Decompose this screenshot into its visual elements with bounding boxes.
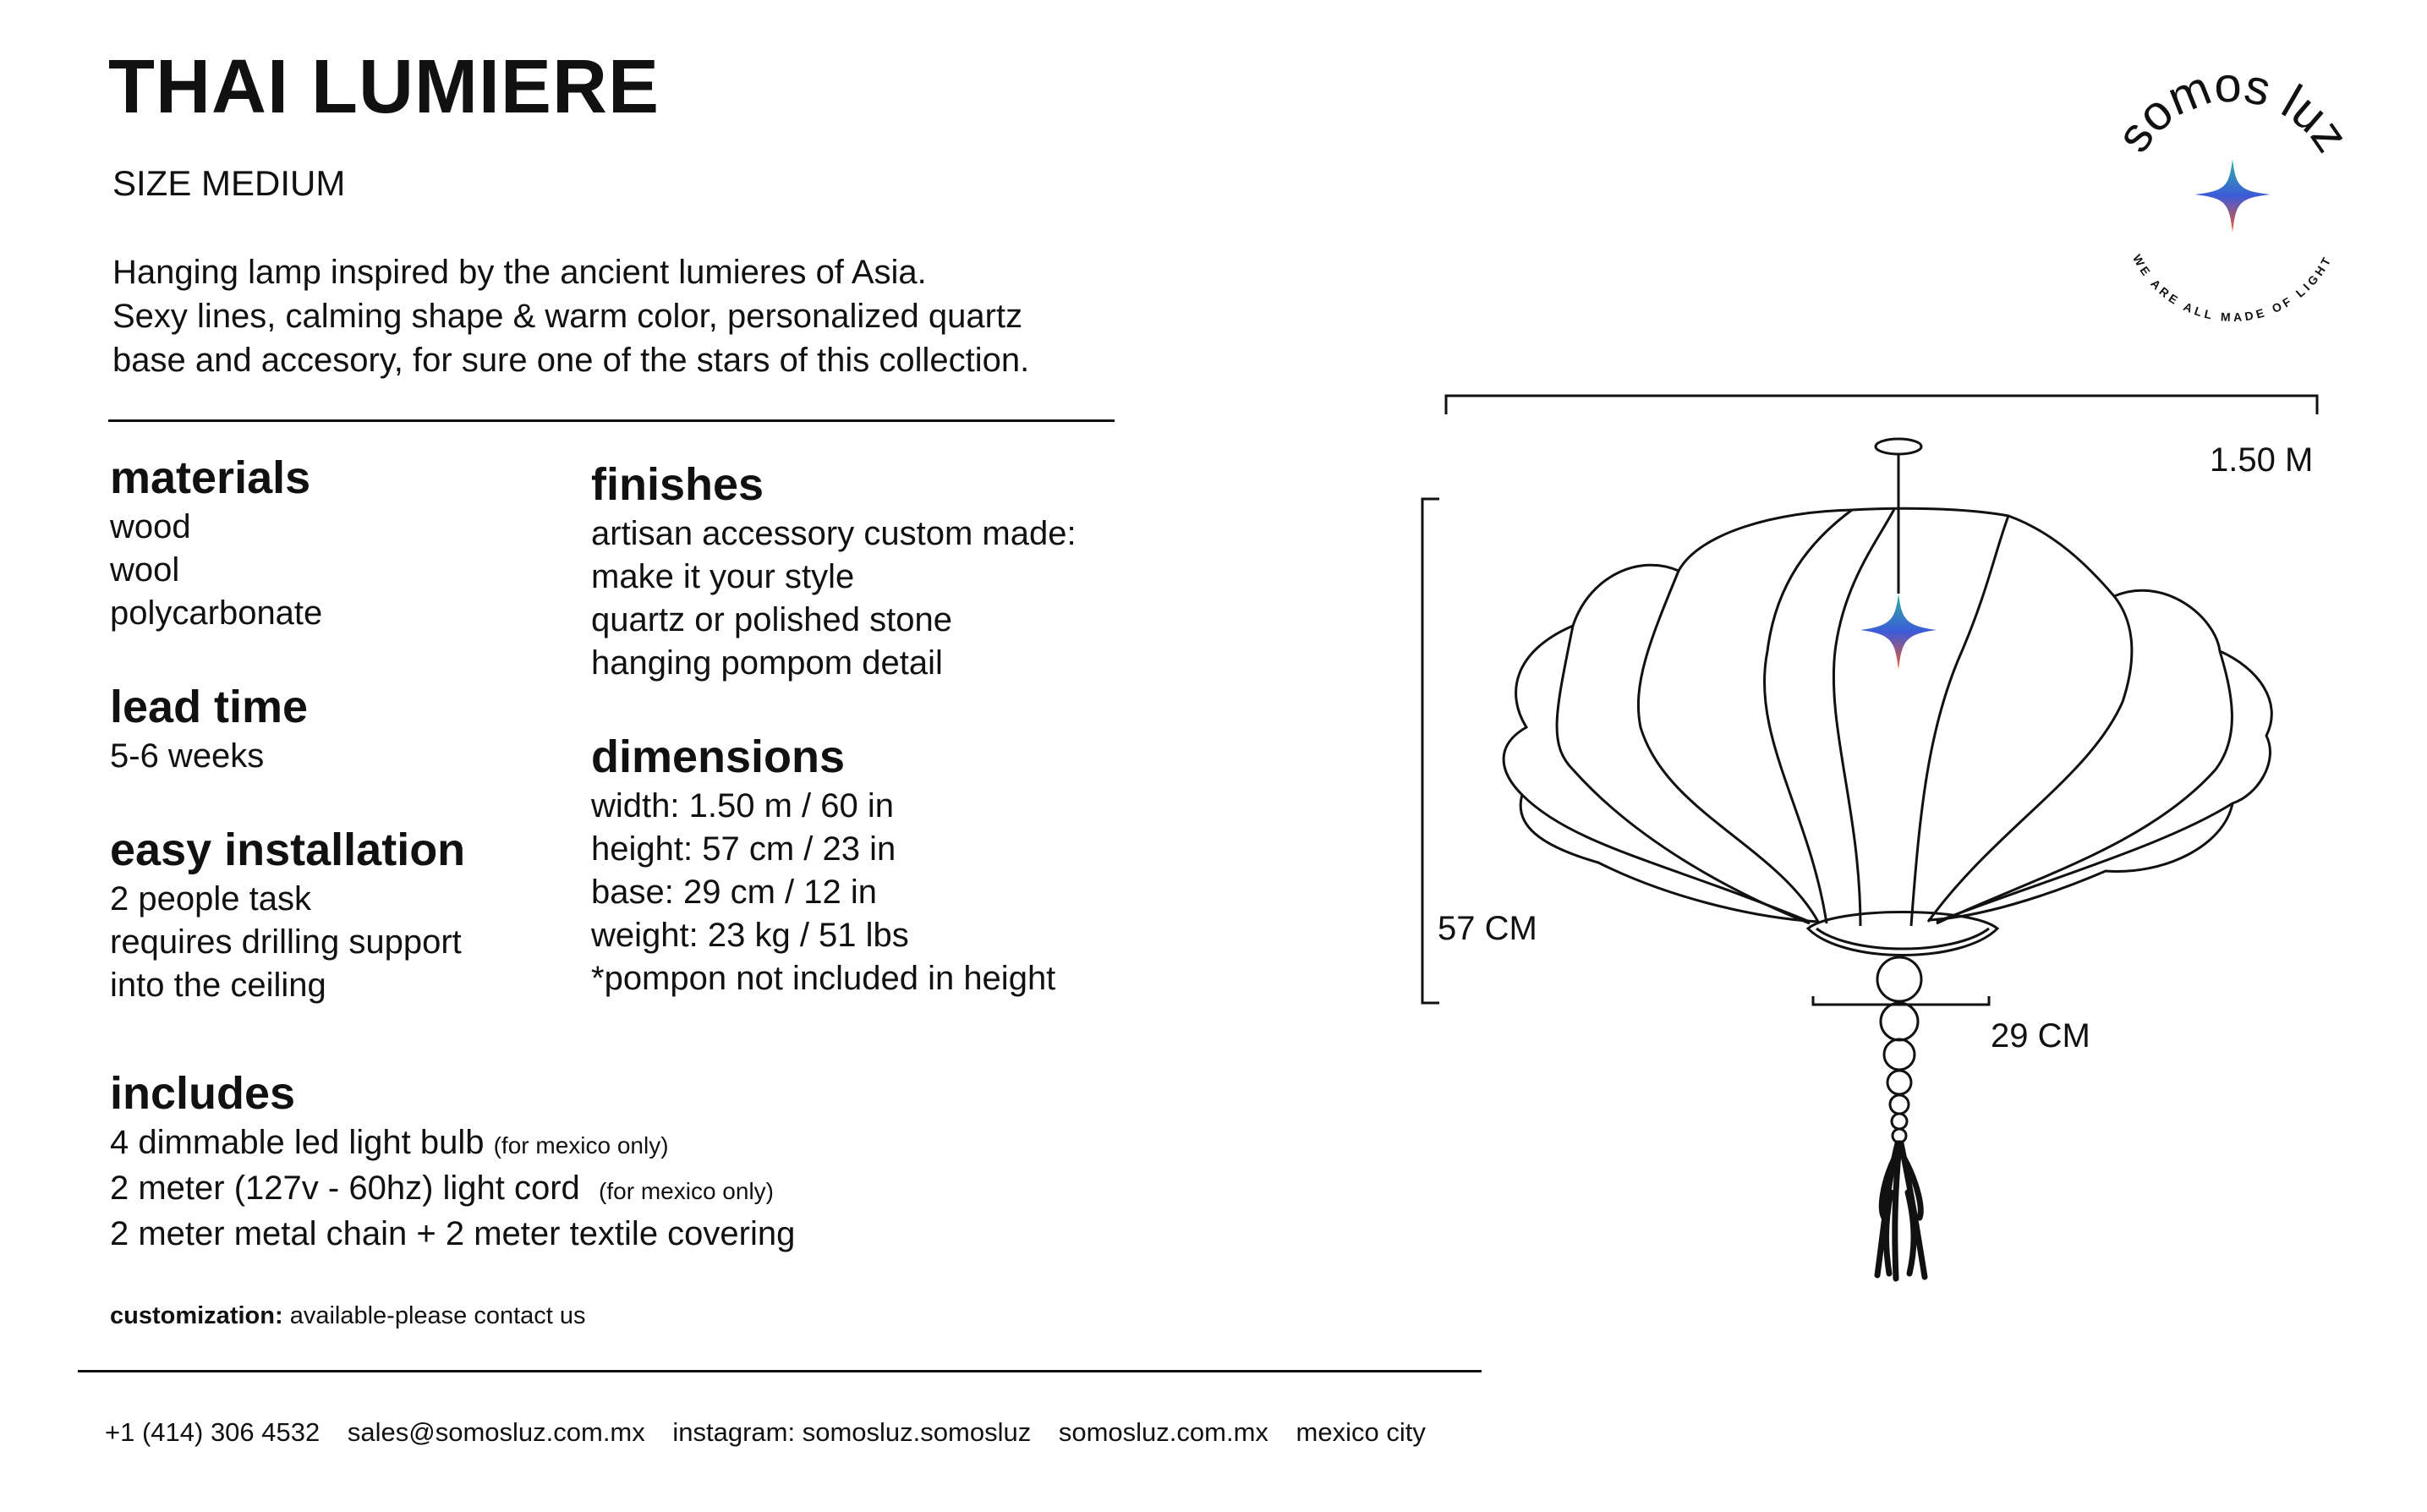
footer-website[interactable]: somosluz.com.mx bbox=[1058, 1417, 1268, 1447]
footer-city: mexico city bbox=[1296, 1417, 1426, 1447]
logo-star-icon bbox=[2194, 159, 2271, 233]
lamp-diagram bbox=[1387, 372, 2334, 1302]
dimensions-item: weight: 23 kg / 51 lbs bbox=[591, 917, 909, 954]
includes-item-text: 2 meter metal chain + 2 meter textile covering bbox=[110, 1215, 796, 1252]
footer-phone[interactable]: +1 (414) 306 4532 bbox=[105, 1417, 320, 1447]
finishes-item: quartz or polished stone bbox=[591, 601, 952, 638]
bottom-divider bbox=[78, 1370, 1482, 1372]
lead-time-item: 5-6 weeks bbox=[110, 737, 265, 775]
finishes-heading: finishes bbox=[591, 459, 764, 510]
customization-note bbox=[110, 1302, 586, 1330]
height-dimension-line bbox=[1422, 499, 1439, 1003]
includes-item-note: (for mexico only) bbox=[493, 1132, 669, 1159]
description-line: base and accesory, for sure one of the stars of this collection. bbox=[112, 342, 1030, 379]
materials-item: polycarbonate bbox=[110, 594, 323, 632]
logo-tagline-text: WE ARE ALL MADE OF LIGHT bbox=[2129, 252, 2335, 325]
top-divider bbox=[108, 419, 1115, 422]
includes-item-note: (for mexico only) bbox=[599, 1178, 774, 1204]
dimensions-item: height: 57 cm / 23 in bbox=[591, 830, 896, 868]
lead-time-section bbox=[110, 684, 465, 778]
width-dimension-line bbox=[1446, 396, 2317, 414]
dimensions-item: base: 29 cm / 12 in bbox=[591, 874, 877, 911]
contact-footer bbox=[105, 1417, 1446, 1448]
height-label: 57 CM bbox=[1438, 910, 1537, 947]
lamp-shade bbox=[1504, 508, 2271, 926]
description-line: Sexy lines, calming shape & warm color, personalized quartz bbox=[112, 298, 1023, 335]
finishes-item: hanging pompom detail bbox=[591, 644, 943, 682]
dimensions-section bbox=[591, 731, 1077, 1000]
right-column bbox=[591, 459, 1077, 1049]
pompom-beads bbox=[1877, 957, 1921, 1142]
tassel bbox=[1877, 1143, 1925, 1279]
left-column bbox=[110, 452, 466, 1056]
description-line: Hanging lamp inspired by the ancient lumieres of Asia. bbox=[112, 254, 927, 291]
includes-item-text: 4 dimmable led light bulb bbox=[110, 1124, 485, 1161]
star-accessory-icon bbox=[1860, 594, 1937, 670]
logo-brand-text: somos luz bbox=[2106, 59, 2359, 162]
materials-section bbox=[110, 452, 465, 635]
product-size: SIZE MEDIUM bbox=[112, 163, 346, 203]
customization-text: available-please contact us bbox=[289, 1302, 586, 1329]
includes-section bbox=[110, 1068, 796, 1256]
installation-item: requires drilling support bbox=[110, 923, 462, 961]
product-description bbox=[112, 250, 1127, 382]
footer-email[interactable]: sales@somosluz.com.mx bbox=[347, 1417, 645, 1447]
dimensions-item: width: 1.50 m / 60 in bbox=[591, 787, 894, 824]
somos-luz-logo bbox=[2097, 59, 2368, 330]
includes-item bbox=[110, 1121, 795, 1167]
materials-heading: materials bbox=[110, 452, 311, 503]
installation-section bbox=[110, 824, 466, 1007]
customization-label: customization: bbox=[110, 1302, 283, 1329]
base-label: 29 CM bbox=[1991, 1017, 2090, 1055]
finishes-section bbox=[591, 459, 1077, 685]
includes-item bbox=[110, 1167, 795, 1213]
finishes-item: make it your style bbox=[591, 558, 855, 595]
finishes-item: artisan accessory custom made: bbox=[591, 515, 1077, 552]
footer-instagram[interactable]: instagram: somosluz.somosluz bbox=[672, 1417, 1032, 1447]
product-title: THAI LUMIERE bbox=[108, 45, 660, 129]
installation-item: into the ceiling bbox=[110, 967, 326, 1004]
lead-time-heading: lead time bbox=[110, 682, 309, 732]
dimensions-heading: dimensions bbox=[591, 731, 846, 782]
dimensions-item: *pompon not included in height bbox=[591, 960, 1056, 997]
installation-heading: easy installation bbox=[110, 824, 466, 875]
includes-heading: includes bbox=[110, 1068, 296, 1119]
ceiling-hook bbox=[1876, 439, 1921, 454]
materials-item: wood bbox=[110, 508, 191, 545]
includes-item bbox=[110, 1213, 795, 1256]
width-label: 1.50 M bbox=[2210, 441, 2314, 479]
materials-item: wool bbox=[110, 551, 180, 589]
includes-item-text: 2 meter (127v - 60hz) light cord bbox=[110, 1170, 580, 1207]
installation-item: 2 people task bbox=[110, 880, 311, 918]
